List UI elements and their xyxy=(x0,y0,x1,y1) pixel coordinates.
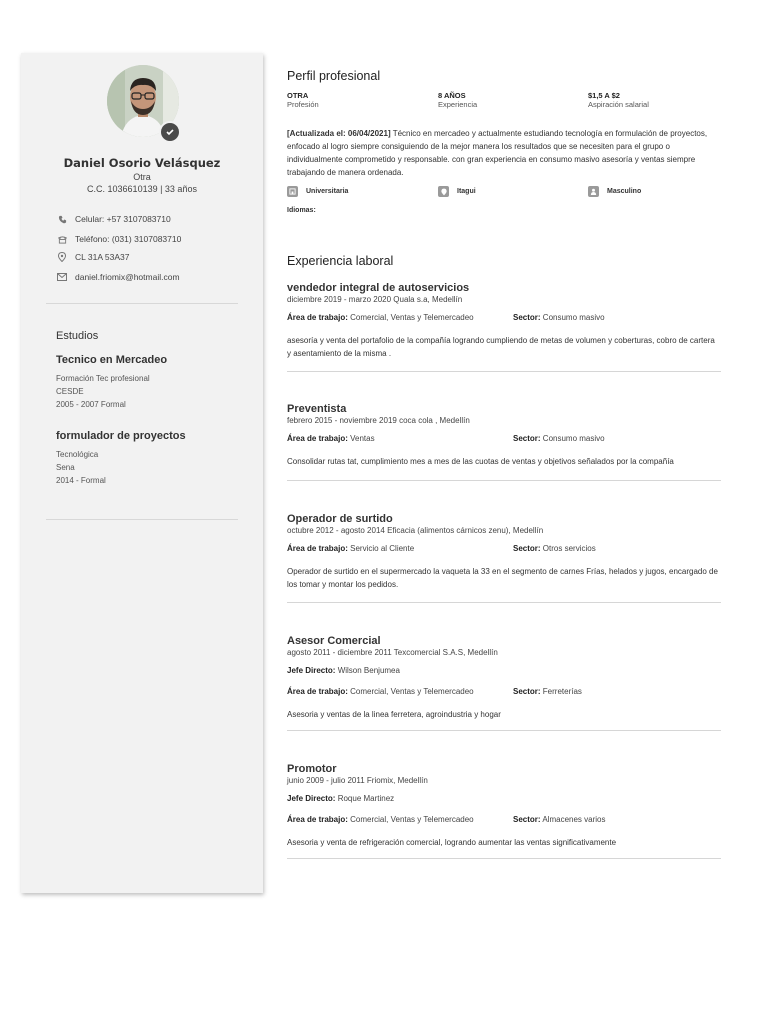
contact-address: CL 31A 53A37 xyxy=(56,252,130,262)
divider xyxy=(287,602,721,603)
job-entry xyxy=(287,403,721,468)
job-area: Comercial, Ventas y Telemercadeo xyxy=(350,687,474,696)
study-detail: Tecnológica xyxy=(56,450,99,459)
study-title: Tecnico en Mercadeo xyxy=(56,354,168,366)
divider xyxy=(46,303,238,304)
job-title: vendedor integral de autoservicios xyxy=(287,282,470,294)
job-description: Asesoria y ventas de la linea ferretera, agroindustria y hogar xyxy=(287,710,501,719)
phone-icon xyxy=(56,215,68,224)
job-boss-name: Roque Martinez xyxy=(337,794,395,803)
profile-profession: OTRA Profesión xyxy=(287,91,319,109)
job-title: Promotor xyxy=(287,763,337,775)
divider xyxy=(46,519,238,520)
mail-icon xyxy=(56,273,68,281)
job-boss: Jefe Directo: Wilson Benjumea xyxy=(287,666,400,675)
job-area-sector: Área de trabajo: Servicio al Cliente Sector: Otros servicios xyxy=(287,544,596,553)
divider xyxy=(287,371,721,372)
telephone-icon xyxy=(56,235,68,244)
profile-heading: Perfil profesional xyxy=(287,69,381,83)
job-dates: junio 2009 - julio 2011 Friomix, Medellín xyxy=(287,776,428,785)
contact-mobile: Celular: +57 3107083710 xyxy=(56,214,171,224)
job-description: Operador de surtido en el supermercado la vaqueta la 33 en el segmento de carnes Frías, helados y jugos, encargado de los tomar y montar los pedidos. xyxy=(287,567,718,589)
contact-telephone: Teléfono: (031) 3107083710 xyxy=(56,234,181,244)
job-area-sector: Área de trabajo: Ventas Sector: Consumo masivo xyxy=(287,434,605,443)
updated-date: [Actualizada el: 06/04/2021] xyxy=(287,129,391,138)
job-entry xyxy=(287,763,721,849)
job-description: Consolidar rutas tat, cumplimiento mes a mes de las cuotas de ventas y objetivos señalados por la compañía xyxy=(287,457,674,466)
job-entry xyxy=(287,282,721,360)
job-entry xyxy=(287,635,721,721)
job-entry xyxy=(287,513,721,591)
job-dates: diciembre 2019 - marzo 2020 Quala s.a, Medellín xyxy=(287,295,463,304)
candidate-id-age: C.C. 1036610139 | 33 años xyxy=(87,184,197,194)
study-institution: Sena xyxy=(56,463,75,472)
experience-heading: Experiencia laboral xyxy=(287,254,394,268)
job-description: Asesoria y venta de refrigeración comercial, logrando aumentar las ventas significativamente xyxy=(287,838,617,847)
studies-heading: Estudios xyxy=(56,330,99,342)
divider xyxy=(287,730,721,731)
job-sector: Almacenes varios xyxy=(542,815,606,824)
job-boss-name: Wilson Benjumea xyxy=(337,666,400,675)
sidebar xyxy=(21,53,263,893)
tag-education: Universitaria xyxy=(287,186,348,197)
job-dates: agosto 2011 - diciembre 2011 Texcomercial S.A.S, Medellín xyxy=(287,648,498,657)
verified-check-icon xyxy=(159,121,181,143)
languages-label: Idiomas: xyxy=(287,207,316,214)
location-pin-icon xyxy=(56,252,68,262)
building-icon xyxy=(287,186,298,197)
job-title: Asesor Comercial xyxy=(287,635,381,647)
job-area: Ventas xyxy=(350,434,375,443)
study-detail: Formación Tec profesional xyxy=(56,374,150,383)
study-dates: 2005 - 2007 Formal xyxy=(56,400,126,409)
job-area: Comercial, Ventas y Telemercadeo xyxy=(350,313,474,322)
profile-summary: [Actualizada el: 06/04/2021] Técnico en mercadeo y actualmente estudiando tecnología en formulación de proyectos, enfocado al logro siempre consiguiendo de la mejor manera los resultados que se necesiten para el grupo o individualmente comprometido y responsable. con gran experiencia en consumo masivo asesoría y ventas siempre trabajando de manera ordenada. xyxy=(287,129,708,177)
study-institution: CESDE xyxy=(56,387,84,396)
job-sector: Ferreterías xyxy=(542,687,582,696)
job-description: asesoría y venta del portafolio de la compañía logrando cumpliendo de metas de volumen y coberturas, cobro de cartera y asentamiento de la misma . xyxy=(287,336,715,358)
job-area-sector: Área de trabajo: Comercial, Ventas y Telemercadeo Sector: Almacenes varios xyxy=(287,815,606,824)
divider xyxy=(287,858,721,859)
study-title: formulador de proyectos xyxy=(56,430,186,442)
person-icon xyxy=(588,186,599,197)
location-pin-icon xyxy=(438,186,449,197)
divider xyxy=(287,480,721,481)
job-title: Operador de surtido xyxy=(287,513,393,525)
job-dates: febrero 2015 - noviembre 2019 coca cola , Medellín xyxy=(287,416,470,425)
job-sector: Consumo masivo xyxy=(542,434,605,443)
study-dates: 2014 - Formal xyxy=(56,476,106,485)
job-sector: Otros servicios xyxy=(542,544,596,553)
job-boss: Jefe Directo: Roque Martinez xyxy=(287,794,395,803)
contact-email[interactable]: daniel.friomix@hotmail.com xyxy=(56,272,180,282)
job-dates: octubre 2012 - agosto 2014 Eficacia (alimentos cárnicos zenu), Medellín xyxy=(287,526,544,535)
job-area: Servicio al Cliente xyxy=(350,544,415,553)
job-sector: Consumo masivo xyxy=(542,313,605,322)
tag-gender: Masculino xyxy=(588,186,641,197)
job-area: Comercial, Ventas y Telemercadeo xyxy=(350,815,474,824)
job-area-sector: Área de trabajo: Comercial, Ventas y Telemercadeo Sector: Consumo masivo xyxy=(287,313,605,322)
job-title: Preventista xyxy=(287,403,347,415)
tag-city: Itagui xyxy=(438,186,476,197)
profile-experience: 8 AÑOS Experiencia xyxy=(438,91,478,109)
job-area-sector: Área de trabajo: Comercial, Ventas y Telemercadeo Sector: Ferreterías xyxy=(287,687,582,696)
candidate-name: Daniel Osorio Velásquez xyxy=(63,156,221,170)
profile-salary: $1,5 A $2 Aspiración salarial xyxy=(588,91,649,109)
candidate-subtitle: Otra xyxy=(133,172,151,182)
